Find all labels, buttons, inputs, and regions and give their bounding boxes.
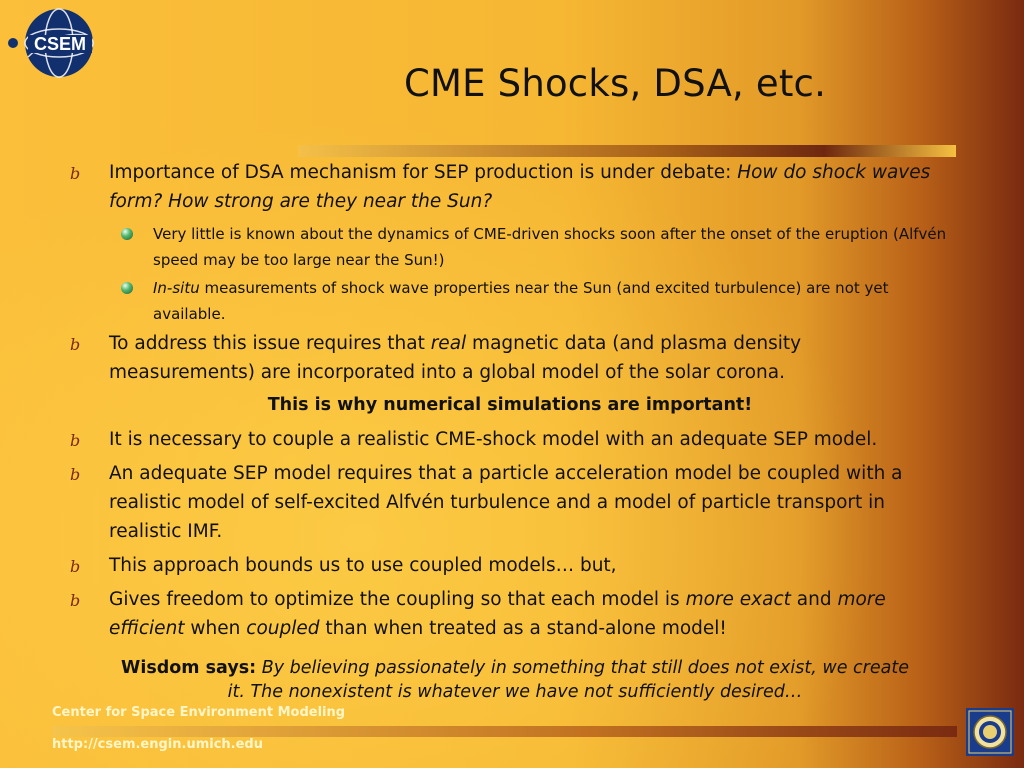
main-bullet-item xyxy=(70,158,950,216)
footer-url-link[interactable]: http://csem.engin.umich.edu xyxy=(52,737,263,752)
b-bullet-icon: b xyxy=(70,431,81,450)
main-bullet-item xyxy=(70,329,950,387)
b-bullet-icon: b xyxy=(70,557,81,576)
emphasis-note xyxy=(70,392,950,418)
bullet-text: and xyxy=(790,589,838,610)
b-bullet-icon: b xyxy=(70,164,81,183)
bullet-list xyxy=(70,158,950,648)
bullet-text: How do shock waves form? How strong are they near the Sun? xyxy=(109,162,931,212)
footer-bar xyxy=(52,726,957,737)
csem-globe-icon xyxy=(6,7,96,79)
bullet-text: more efficient xyxy=(109,589,886,639)
bullet-text: more exact xyxy=(685,589,791,610)
university-seal-icon xyxy=(966,708,1014,756)
footer-org-name: Center for Space Environment Modeling xyxy=(52,705,346,720)
bullet-text: It is necessary to couple a realistic CME-shock model with an adequate SEP model. xyxy=(109,429,878,450)
bullet-text: coupled xyxy=(246,618,320,639)
sub-bullet-item xyxy=(70,221,950,273)
b-bullet-icon: b xyxy=(70,591,81,610)
bullet-text: than when treated as a stand-alone model! xyxy=(319,618,727,639)
bullet-text: Very little is known about the dynamics of CME-driven shocks soon after the onset of the eruption (Alfvén speed may be too large near the Sun!) xyxy=(153,225,947,269)
logo-text: CSEM xyxy=(33,34,87,54)
b-bullet-icon: b xyxy=(70,465,81,484)
main-bullet-item xyxy=(70,585,950,643)
bullet-text: measurements of shock wave properties near the Sun (and excited turbulence) are not yet available. xyxy=(153,279,889,323)
main-bullet-item xyxy=(70,425,950,454)
bullet-text: An adequate SEP model requires that a particle acceleration model be coupled with a realistic model of self-excited Alfvén turbulence and a model of particle transport in realistic IMF. xyxy=(109,463,903,542)
green-sphere-bullet-icon xyxy=(121,282,133,294)
wisdom-text: By believing passionately in something that still does not exist, we create it. The nonexistent is whatever we have not sufficiently desired… xyxy=(227,658,909,702)
title-underline-bar xyxy=(298,145,956,157)
slide-title: CME Shocks, DSA, etc. xyxy=(403,62,827,105)
bullet-text: real xyxy=(430,333,467,354)
bullet-text: In-situ xyxy=(153,279,200,297)
main-bullet-item xyxy=(70,459,950,546)
bullet-text: This is why numerical simulations are important! xyxy=(267,395,753,415)
bullet-text: magnetic data (and plasma density measurements) are incorporated into a global model of the solar corona. xyxy=(109,333,802,383)
bullet-text: To address this issue requires that xyxy=(109,333,431,354)
csem-logo xyxy=(6,7,96,79)
bullet-text: Importance of DSA mechanism for SEP production is under debate: xyxy=(109,162,738,183)
wisdom-quote xyxy=(110,656,920,704)
sub-bullet-item xyxy=(70,275,950,327)
b-bullet-icon: b xyxy=(70,335,81,354)
bullet-text: Gives freedom to optimize the coupling so that each model is xyxy=(109,589,686,610)
main-bullet-item xyxy=(70,551,950,580)
bullet-text: This approach bounds us to use coupled models… but, xyxy=(109,555,617,576)
green-sphere-bullet-icon xyxy=(121,228,133,240)
wisdom-label: Wisdom says: xyxy=(121,658,257,678)
bullet-text: when xyxy=(184,618,247,639)
